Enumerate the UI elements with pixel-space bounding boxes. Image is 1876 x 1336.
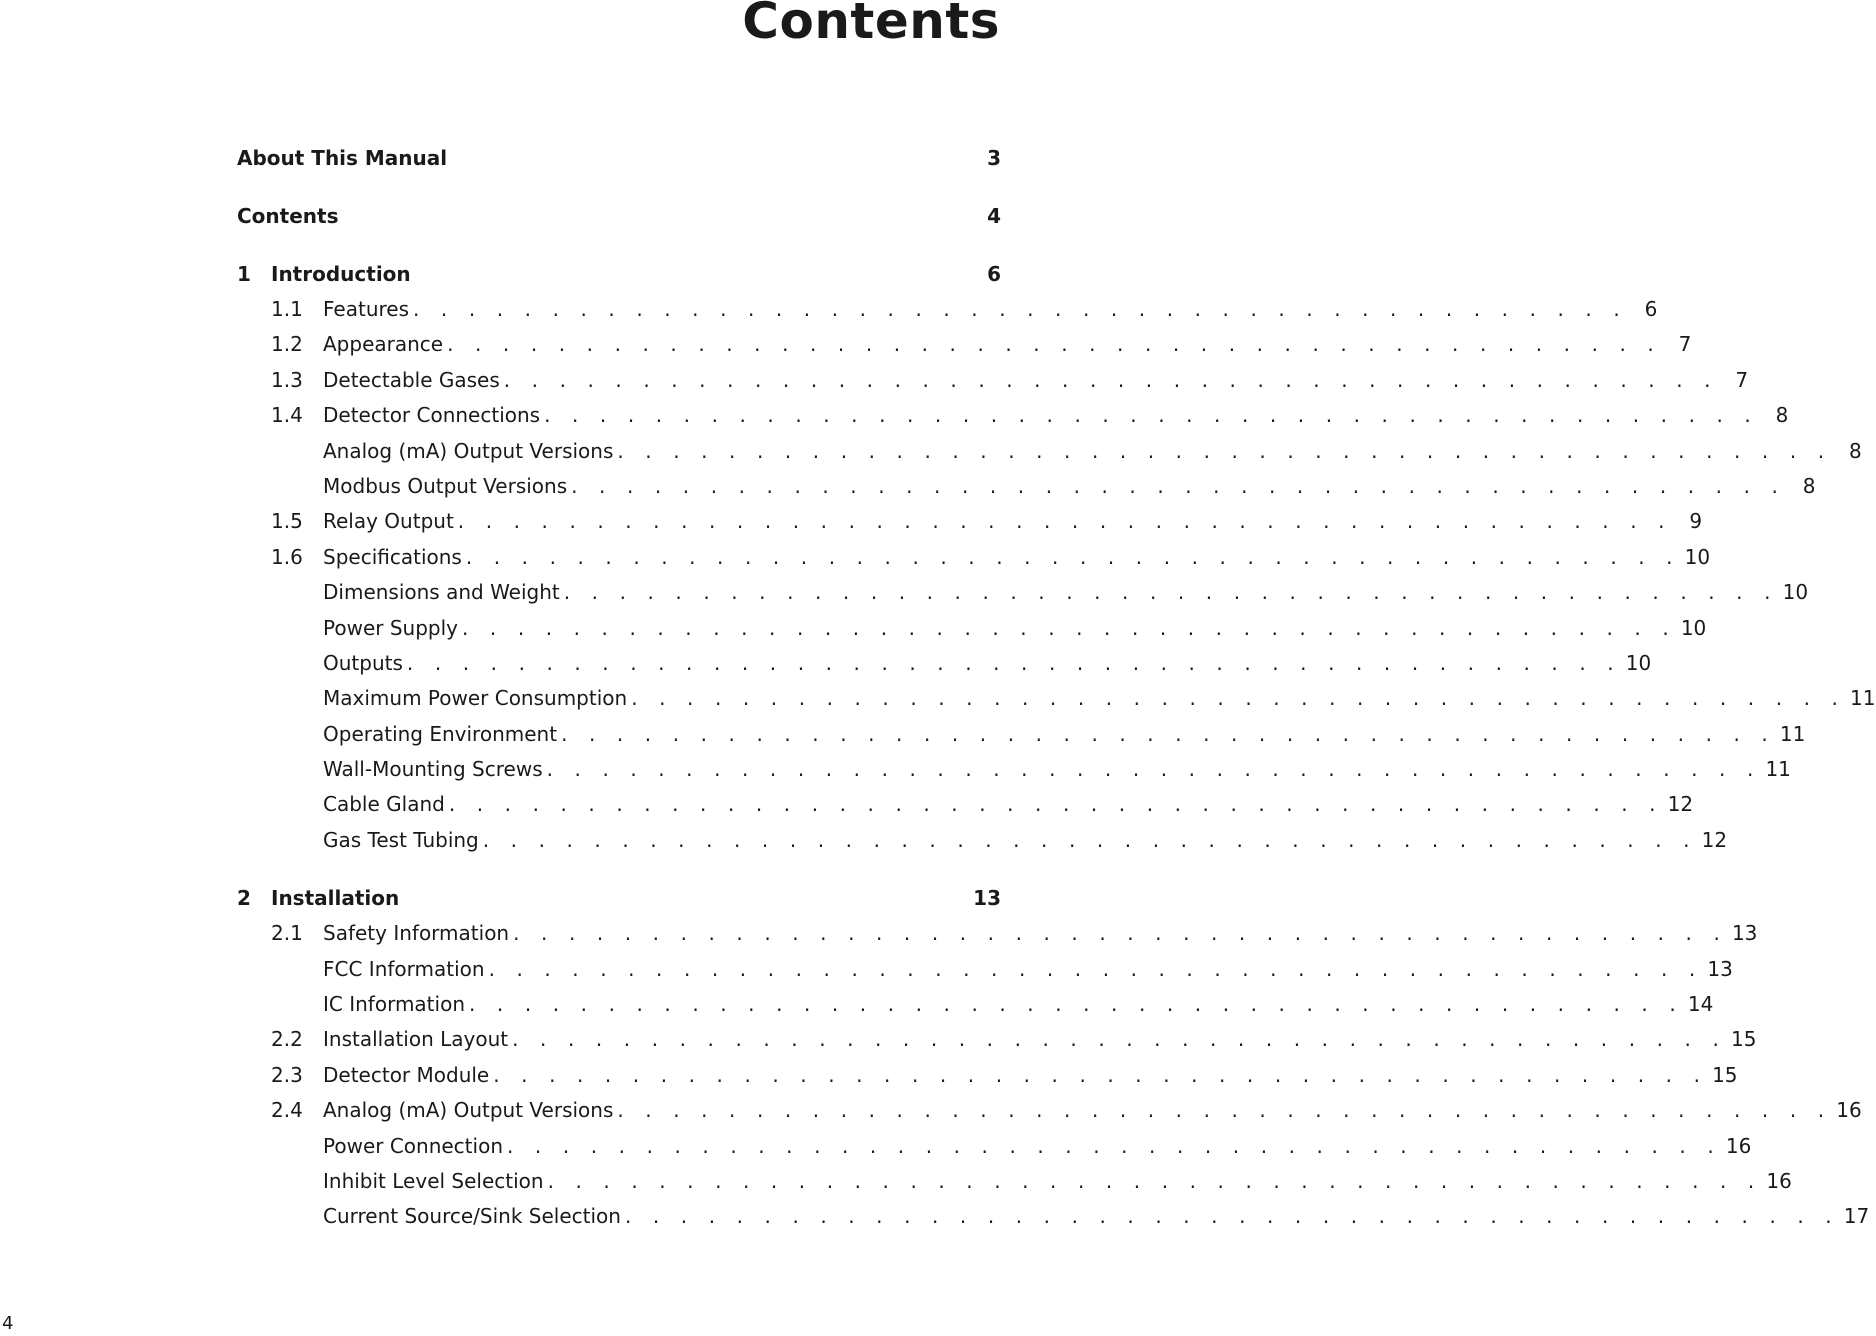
- toc-entry-page: 14: [1687, 992, 1714, 1017]
- page-number: 4: [2, 1313, 14, 1334]
- toc-entry-number: 1.2: [271, 332, 303, 357]
- dot-leader: . . . . . . . . . . . . . . . . . . . . . . . . . . . . . . . . . . . . . . . . . . . .: [507, 1133, 1722, 1158]
- toc-entry-title: Wall-Mounting Screws: [323, 757, 543, 782]
- dot-leader: . . . . . . . . . . . . . . . . . . . . . . . . . . . . . . . . . . . . . . . . . . . .: [544, 403, 1759, 428]
- toc-entry-title: Analog (mA) Output Versions: [323, 1098, 614, 1123]
- toc-entry[interactable]: [237, 952, 1733, 987]
- toc-entry-page: 7: [1678, 332, 1692, 357]
- toc-chapter[interactable]: [237, 257, 1001, 292]
- toc-chapter-title: Installation: [271, 886, 400, 911]
- toc-entry[interactable]: [237, 1164, 1792, 1199]
- dot-leader: . . . . . . . . . . . . . . . . . . . . . . . . . . . . . . . . . . . . . . . . . . . .: [448, 792, 1664, 817]
- toc-entry-title: Cable Gland: [323, 792, 445, 817]
- toc-entry[interactable]: [237, 646, 1652, 681]
- toc-entry-title: Detector Module: [323, 1062, 490, 1087]
- toc-entry-page: 16: [1766, 1168, 1792, 1193]
- toc-entry[interactable]: [237, 575, 1809, 610]
- dot-leader: . . . . . . . . . . . . . . . . . . . . . . . . . . . . . . . . . . . . . . . . . . . .: [546, 757, 1761, 782]
- dot-leader: . . . . . . . . . . . . . . . . . . . . . . . . . . . . . . . . . . . . . . . . . . . .: [465, 544, 1681, 569]
- toc-entry-page: 10: [1782, 580, 1809, 605]
- toc-entry-title: Appearance: [323, 332, 444, 357]
- toc-entry[interactable]: [237, 823, 1728, 858]
- toc-entry[interactable]: [237, 1022, 1757, 1057]
- toc-entry-contents[interactable]: [237, 199, 1001, 234]
- toc-entry-title: Installation Layout: [323, 1027, 509, 1052]
- toc-entry-number: 2.4: [271, 1098, 303, 1123]
- dot-leader: . . . . . . . . . . . . . . . . . . . . . . . . . . . . . . . . . . . . . . . . . . . .: [413, 297, 1628, 321]
- dot-leader: . . . . . . . . . . . . . . . . . . . . . . . . . . . . . . . . . . . . . . . . . . . .: [482, 827, 1698, 852]
- dot-leader: . . . . . . . . . . . . . . . . . . . . . . . . . . . . . . . . . . . . . . . . . . . .: [631, 686, 1846, 711]
- toc-entry-title: Relay Output: [323, 509, 454, 534]
- toc-entry[interactable]: [237, 752, 1791, 787]
- dot-leader: . . . . . . . . . . . . . . . . . . . . . . . . . . . . . . . . . . . . . . . . . . . .: [547, 1168, 1762, 1193]
- toc-entry-number: 1.4: [271, 403, 303, 428]
- toc-entry-title: FCC Information: [323, 956, 485, 981]
- toc-entry-title: Gas Test Tubing: [323, 827, 479, 852]
- toc-entry-title: Maximum Power Consumption: [323, 686, 628, 711]
- toc-entry-page: 11: [1779, 721, 1806, 746]
- toc-entry-page: 15: [1712, 1062, 1738, 1087]
- toc-entry-title: Detector Connections: [323, 403, 541, 428]
- toc-entry[interactable]: [237, 787, 1694, 822]
- toc-chapter-number: 1: [237, 262, 251, 286]
- toc-entry[interactable]: [237, 1058, 1738, 1093]
- toc-entry-number: 1.3: [271, 367, 303, 392]
- toc-entry-page: 7: [1735, 367, 1749, 392]
- toc-entry-number: 2.1: [271, 921, 303, 946]
- toc-entry[interactable]: [237, 327, 1692, 362]
- toc-entry-title: Inhibit Level Selection: [323, 1168, 544, 1193]
- section-spacer: [237, 858, 1001, 881]
- dot-leader: . . . . . . . . . . . . . . . . . . . . . . . . . . . . . . . . . . . . . . . . . . . .: [571, 473, 1786, 498]
- toc-entry-title: Specifications: [323, 544, 462, 569]
- dot-leader: . . . . . . . . . . . . . . . . . . . . . . . . . . . . . . . . . . . . . . . . . . . .: [469, 992, 1684, 1017]
- toc-entry-title: About This Manual: [237, 146, 448, 170]
- toc-entry-about-this-manual[interactable]: [237, 141, 1001, 176]
- dot-leader: . . . . . . . . . . . . . . . . . . . . . . . . . . . . . . . . . . . . . . . . . . . .: [617, 438, 1832, 463]
- toc-chapter-title: Introduction: [271, 262, 411, 286]
- toc-entry-title: Features: [323, 297, 409, 321]
- dot-leader: . . . . . . . . . . . . . . . . . . . . . . . . . . . . . . . . . . . . . . . . . . . .: [406, 650, 1622, 675]
- toc-entry-page: 16: [1836, 1098, 1862, 1123]
- toc-entry[interactable]: [237, 504, 1703, 539]
- toc-entry-page: 11: [1765, 757, 1791, 782]
- toc-chapter-page: 13: [973, 886, 1001, 911]
- toc-entry[interactable]: [237, 987, 1714, 1022]
- toc-entry-title: Analog (mA) Output Versions: [323, 438, 614, 463]
- dot-leader: . . . . . . . . . . . . . . . . . . . . . . . . . . . . . . . . . . . . . . . . . . . .: [624, 1204, 1840, 1229]
- toc-entry[interactable]: [237, 540, 1711, 575]
- table-of-contents: [237, 141, 1876, 1235]
- dot-leader: . . . . . . . . . . . . . . . . . . . . . . . . . . . . . . . . . . . . . . . . . . . .: [617, 1098, 1832, 1123]
- toc-entry[interactable]: [237, 611, 1707, 646]
- toc-entry-page: 10: [1625, 650, 1652, 675]
- toc-entry-title: Contents: [237, 204, 339, 228]
- toc-chapters: [237, 257, 1876, 1235]
- dot-leader: . . . . . . . . . . . . . . . . . . . . . . . . . . . . . . . . . . . . . . . . . . . .: [563, 580, 1779, 605]
- toc-chapter[interactable]: [237, 881, 1001, 916]
- dot-leader: . . . . . . . . . . . . . . . . . . . . . . . . . . . . . . . . . . . . . . . . . . . .: [488, 956, 1703, 981]
- toc-entry-page: 15: [1730, 1027, 1757, 1052]
- toc-entry-title: Operating Environment: [323, 721, 558, 746]
- dot-leader: . . . . . . . . . . . . . . . . . . . . . . . . . . . . . . . . . . . . . . . . . . . .: [503, 367, 1719, 392]
- toc-entry-title: Safety Information: [323, 921, 510, 946]
- dot-leader: . . . . . . . . . . . . . . . . . . . . . . . . . . . . . . . . . . . . . . . . . . . .: [512, 1027, 1727, 1052]
- toc-entry[interactable]: [237, 681, 1876, 716]
- toc-entry-title: Dimensions and Weight: [323, 580, 560, 605]
- toc-chapter-number: 2: [237, 886, 251, 911]
- page-title: Contents: [742, 0, 1000, 50]
- toc-entry[interactable]: [237, 717, 1806, 752]
- toc-entry-page: 8: [1802, 473, 1816, 498]
- toc-entry[interactable]: [237, 916, 1758, 951]
- toc-entry-page: 8: [1848, 438, 1862, 463]
- toc-entry[interactable]: [237, 1093, 1862, 1128]
- toc-entry[interactable]: [237, 398, 1789, 433]
- toc-entry-page: 12: [1701, 827, 1728, 852]
- toc-entry-page: 9: [1689, 509, 1703, 534]
- toc-entry-title: Modbus Output Versions: [323, 473, 568, 498]
- toc-entry-page: 8: [1775, 403, 1789, 428]
- dot-leader: . . . . . . . . . . . . . . . . . . . . . . . . . . . . . . . . . . . . . . . . . . . .: [461, 615, 1677, 640]
- toc-entry[interactable]: [237, 434, 1862, 469]
- toc-entry-page: 10: [1680, 615, 1707, 640]
- toc-entry[interactable]: [237, 1129, 1752, 1164]
- toc-entry-page: 13: [1707, 956, 1733, 981]
- toc-entry-number: 2.3: [271, 1062, 303, 1087]
- toc-entry[interactable]: [237, 363, 1749, 398]
- toc-entry-number: 2.2: [271, 1027, 303, 1052]
- toc-entry-page: 10: [1684, 544, 1711, 569]
- toc-entry-number: 1.6: [271, 544, 303, 569]
- toc-entry-title: IC Information: [323, 992, 465, 1017]
- toc-entry-page: 17: [1843, 1204, 1870, 1229]
- dot-leader: . . . . . . . . . . . . . . . . . . . . . . . . . . . . . . . . . . . . . . . . . . . .: [493, 1062, 1708, 1087]
- toc-entry-page: 12: [1667, 792, 1694, 817]
- toc-chapter-page: 6: [987, 262, 1001, 286]
- toc-entry[interactable]: [237, 469, 1816, 504]
- toc-entry-title: Power Supply: [323, 615, 458, 640]
- toc-entry-title: Outputs: [323, 650, 403, 675]
- toc-entry-page: 11: [1850, 686, 1876, 711]
- toc-entry-page: 6: [1644, 297, 1658, 321]
- dot-leader: . . . . . . . . . . . . . . . . . . . . . . . . . . . . . . . . . . . . . . . . . . . .: [457, 509, 1673, 534]
- toc-entry-page: 13: [1731, 921, 1758, 946]
- toc-entry-number: 1.1: [271, 297, 303, 321]
- toc-entry-page: 3: [987, 146, 1001, 170]
- toc-entry[interactable]: [237, 292, 1658, 327]
- toc-entry-number: 1.5: [271, 509, 303, 534]
- dot-leader: . . . . . . . . . . . . . . . . . . . . . . . . . . . . . . . . . . . . . . . . . . . .: [561, 721, 1776, 746]
- toc-entry-title: Current Source/Sink Selection: [323, 1204, 621, 1229]
- toc-entry[interactable]: [237, 1199, 1870, 1234]
- toc-entry-page: 4: [987, 204, 1001, 228]
- toc-entry-title: Detectable Gases: [323, 367, 500, 392]
- toc-entry-page: 16: [1725, 1133, 1752, 1158]
- dot-leader: . . . . . . . . . . . . . . . . . . . . . . . . . . . . . . . . . . . . . . . . . . . .: [447, 332, 1662, 357]
- toc-entry-title: Power Connection: [323, 1133, 503, 1158]
- dot-leader: . . . . . . . . . . . . . . . . . . . . . . . . . . . . . . . . . . . . . . . . . . . .: [513, 921, 1728, 946]
